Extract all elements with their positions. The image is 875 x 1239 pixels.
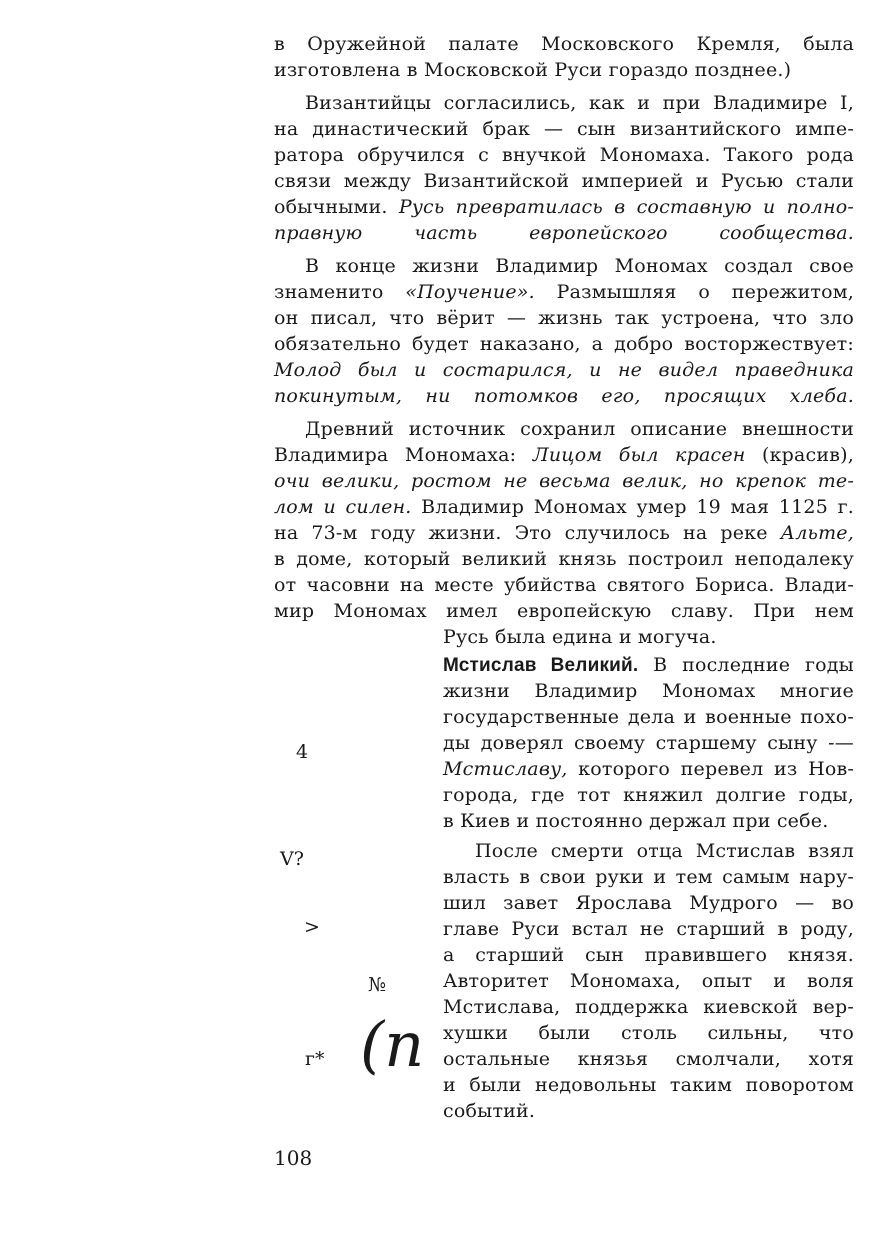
text-line [443,890,854,916]
text-line [305,90,854,116]
text-span: (красив), [745,444,854,466]
text-span: хушки были столь сильны, что [443,1022,854,1044]
margin-mark: № [368,974,386,996]
text-span: города, где тот княжил долгие годы, [443,784,854,806]
text-span: мир Мономах имел европейскую славу. При нем [274,600,854,622]
text-span: на династический брак — сын византийского импе- [274,118,854,140]
text-line [443,1098,854,1124]
text-span: Авторитет Мономаха, опыт и воля [443,970,854,992]
text-span: в доме, который великий князь построил неподалеку [274,548,854,570]
italic-text: Русь превратилась в составную и полно- [398,196,854,218]
italic-text: Лицом был красен [532,444,746,466]
text-line [274,57,854,83]
text-span: связи между Византийской империей и Русью стали [274,170,854,192]
text-span: он писал, что вёрит — жизнь так устроена, что зло [274,307,854,329]
text-line [274,142,854,168]
text-line [274,279,854,305]
text-line [443,782,854,808]
text-span: остальные князья смолчали, хотя [443,1048,854,1070]
text-span: в Киев и постоянно держал при себе. [443,810,829,832]
text-line [274,331,854,357]
italic-text: лом и силен. [274,496,412,518]
italic-text: «Поучение». [405,281,535,303]
text-line [443,808,854,834]
text-line [274,520,854,546]
text-line [443,1072,854,1098]
text-span: которого перевел из Нов- [567,758,854,780]
text-line [274,468,854,494]
text-span: Владимира Мономаха: [274,444,533,466]
text-span: В конце жизни Владимир Мономах создал свое [305,255,854,277]
margin-mark: > [304,916,320,938]
text-line [274,168,854,194]
text-span: и были недовольны таким поворотом [443,1074,854,1096]
text-line [274,383,854,409]
text-span: от часовни на месте убийства святого Бориса. Влади- [274,574,854,596]
text-line [274,220,854,246]
text-span: знаменито [274,281,406,303]
italic-text: Мстиславу, [443,758,568,780]
text-line [443,968,854,994]
text-span: обычными. [274,196,399,218]
text-span: Владимир Мономах умер 19 мая 1125 г. [411,496,854,518]
text-span: обязательно будет наказано, а добро восторжествует: [274,333,854,355]
text-span: Размышляя о пережитом, [534,281,854,303]
text-span: шил завет Ярослава Мудрого — во [443,892,854,914]
text-line [443,994,854,1020]
italic-text: Молод был и состарился, и не видел праведника [274,359,854,381]
italic-text: правную часть европейского сообщества. [274,222,854,244]
section-heading: Мстислав Великий. [443,655,639,676]
text-line [274,194,854,220]
text-line [274,598,854,624]
text-span: В последние годы [638,654,854,676]
text-line [443,624,854,650]
text-span: на 73-м году жизни. Это случилось на реке [274,522,781,544]
text-span: власть в свои руки и тем самым нару- [443,866,854,888]
text-span: главе Руси встал не старший в роду, [443,918,854,940]
text-span: жизни Владимир Мономах многие [443,680,854,702]
text-line [274,305,854,331]
text-span: в Оружейной палате Московского Кремля, была [274,33,854,55]
margin-mark: 4 [296,741,309,763]
italic-text: покинутым, ни потомков его, просящих хлеба. [274,385,854,407]
text-line [443,1046,854,1072]
text-line [274,357,854,383]
margin-mark: V? [280,848,304,870]
text-line [443,704,854,730]
text-line [443,1020,854,1046]
text-span: а старший сын правившего князя. [443,944,854,966]
text-span: Древний источник сохранил описание внешности [305,418,854,440]
text-line [475,838,854,864]
text-line [443,942,854,968]
scan-artifact-glyph: (n [360,1008,425,1081]
text-line [443,678,854,704]
text-line [443,652,854,679]
text-line [443,864,854,890]
text-span: государственные дела и военные похо- [443,706,854,728]
text-span: событий. [443,1100,536,1122]
text-line [274,31,854,57]
text-line [443,916,854,942]
text-span: Русь была едина и могуча. [443,626,717,648]
text-span: ды доверял своему старшему сыну -— [443,732,854,754]
italic-text: очи велики, ростом не весьма велик, но крепок те- [274,470,854,492]
text-line [274,442,854,468]
text-line [305,253,854,279]
text-line [274,572,854,598]
text-span: После смерти отца Мстислав взял [475,840,854,862]
italic-text: Альте, [780,522,854,544]
text-line [443,730,854,756]
text-line [443,756,854,782]
text-line [274,116,854,142]
margin-mark: г* [305,1048,325,1070]
text-line [305,416,854,442]
text-line [274,546,854,572]
text-span: изготовлена в Московской Руси гораздо позднее.) [274,59,792,81]
text-span: ратора обручился с внучкой Мономаха. Такого рода [274,144,854,166]
text-line [274,494,854,520]
text-span: Мстислава, поддержка киевской вер- [443,996,854,1018]
page-number: 108 [274,1146,313,1170]
text-span: Византийцы согласились, как и при Владимире I, [305,92,854,114]
